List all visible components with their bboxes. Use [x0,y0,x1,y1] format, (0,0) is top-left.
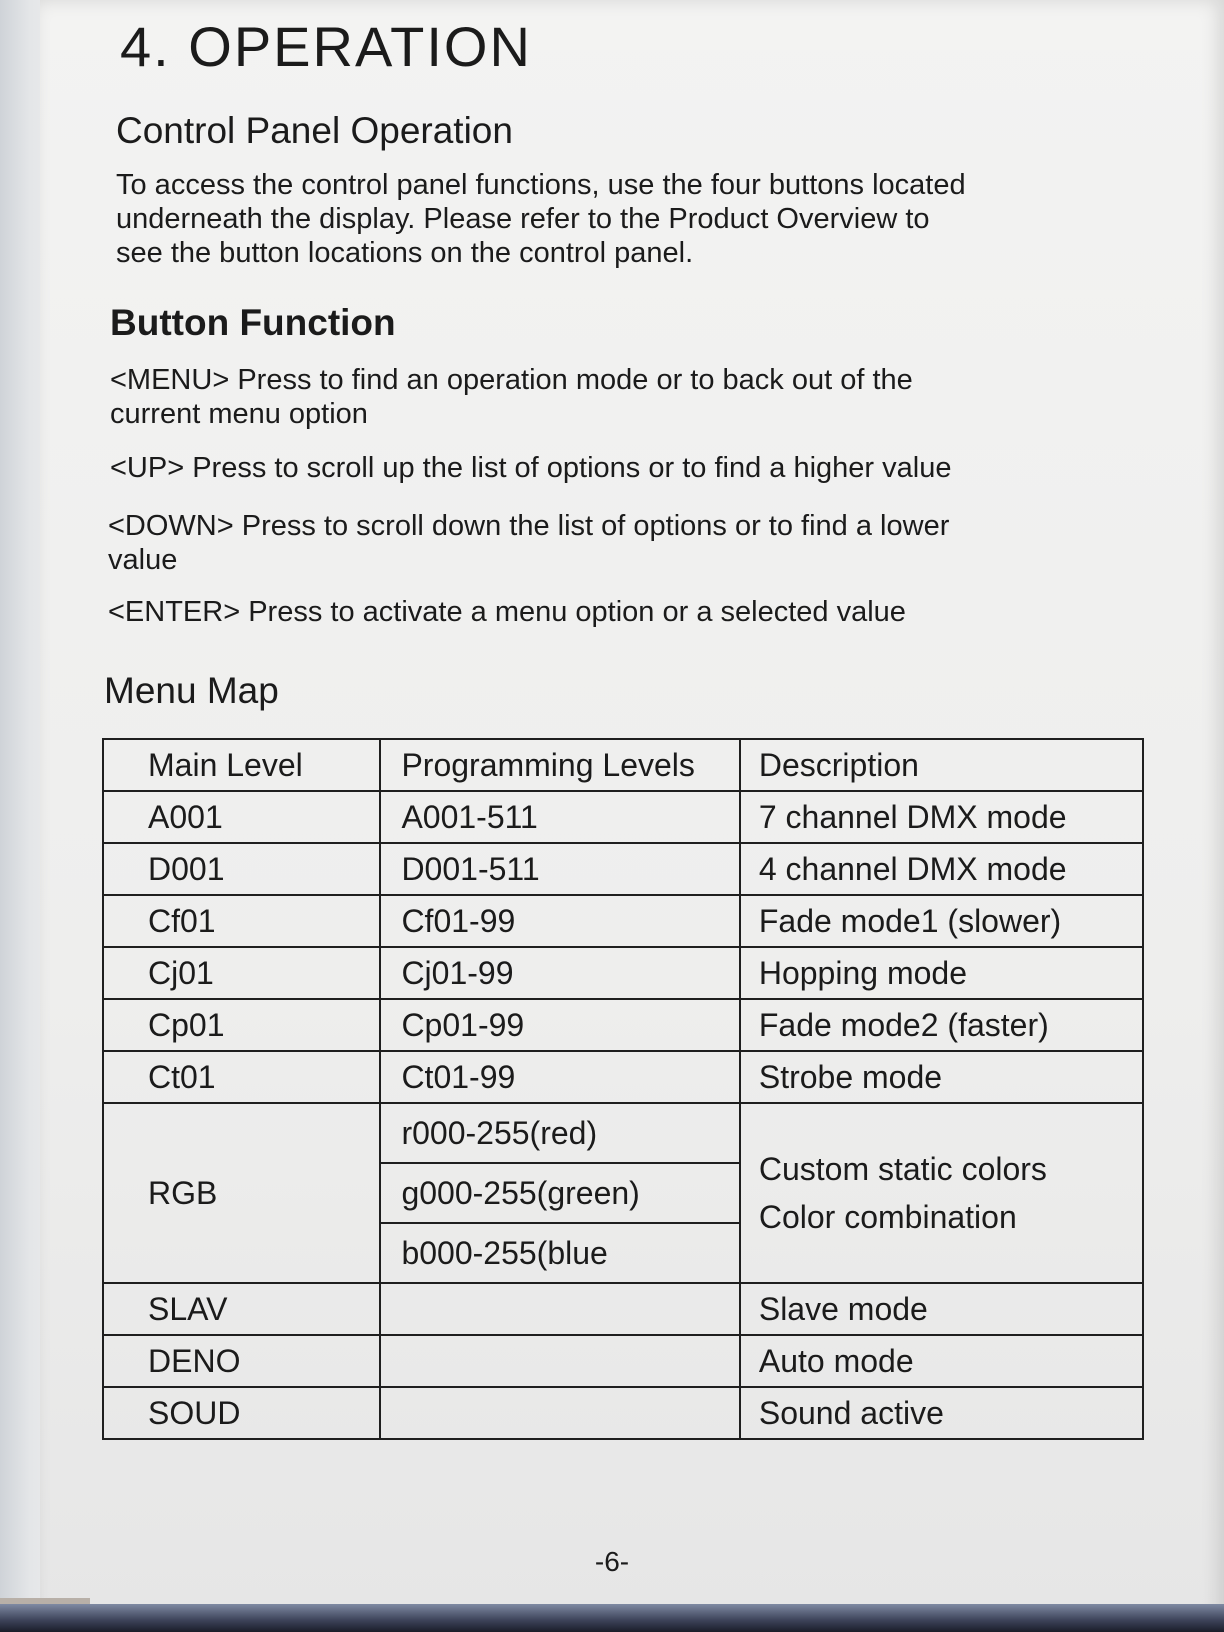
table-row [103,947,1143,999]
control-panel-title: Control Panel Operation [116,110,513,151]
main-level-cell: Cf01 [103,895,380,947]
programming-level-cell: A001-511 [380,791,739,843]
description-cell: Slave mode [740,1283,1143,1335]
table-row-rgb [103,1103,1143,1163]
description-cell: Auto mode [740,1335,1143,1387]
down-button-line-1: <DOWN> Press to scroll down the list of options or to find a lower [108,510,950,542]
rgb-desc-line-1: Custom static colors [758,1151,1047,1187]
description-cell: Fade mode2 (faster) [740,999,1143,1051]
up-button-line: <UP> Press to scroll up the list of options or to find a higher value [110,452,952,484]
menu-map-table [102,738,1144,1440]
description-cell: Strobe mode [740,1051,1143,1103]
programming-level-cell [380,1283,739,1335]
main-level-cell: D001 [103,843,380,895]
programming-level-cell [380,1335,739,1387]
programming-level-cell: Cj01-99 [380,947,739,999]
page-bottom-edge [0,1604,1224,1632]
table-row [103,1051,1143,1103]
programming-level-cell-blue: b000-255(blue [380,1223,739,1283]
control-panel-line-1: To access the control panel functions, use the four buttons located [116,169,966,201]
programming-level-cell-red: r000-255(red) [380,1103,739,1163]
main-level-cell: Cj01 [103,947,380,999]
description-cell: Sound active [740,1387,1143,1439]
down-button-line-2: value [108,544,178,576]
table-row [103,1283,1143,1335]
main-level-cell: DENO [103,1335,380,1387]
rgb-desc-line-2: Color combination [758,1199,1017,1235]
menu-button-line-1: <MENU> Press to find an operation mode or to back out of the [110,364,913,396]
programming-level-cell: Cp01-99 [380,999,739,1051]
header-main-level: Main Level [103,739,380,791]
table-row [103,1335,1143,1387]
main-level-cell-rgb: RGB [103,1103,380,1283]
programming-level-cell-green: g000-255(green) [380,1163,739,1223]
main-level-cell: A001 [103,791,380,843]
menu-map-title: Menu Map [104,670,279,711]
header-programming-levels: Programming Levels [380,739,739,791]
header-description: Description [740,739,1143,791]
table-row [103,895,1143,947]
description-cell: Fade mode1 (slower) [740,895,1143,947]
main-level-cell: SOUD [103,1387,380,1439]
enter-button-line: <ENTER> Press to activate a menu option or a selected value [108,596,906,628]
description-cell: 7 channel DMX mode [740,791,1143,843]
programming-level-cell: D001-511 [380,843,739,895]
table-row [103,999,1143,1051]
main-level-cell: Cp01 [103,999,380,1051]
main-level-cell: Ct01 [103,1051,380,1103]
control-panel-line-3: see the button locations on the control panel. [116,237,694,269]
menu-button-line-2: current menu option [110,398,368,430]
page-number: -6- [594,1546,630,1577]
table-header-row [103,739,1143,791]
programming-level-cell: Ct01-99 [380,1051,739,1103]
table-row [103,1387,1143,1439]
button-function-title: Button Function [110,302,396,343]
main-level-cell: SLAV [103,1283,380,1335]
control-panel-line-2: underneath the display. Please refer to the Product Overview to [116,203,930,235]
programming-level-cell [380,1387,739,1439]
description-cell: Hopping mode [740,947,1143,999]
description-cell-rgb [740,1103,1143,1283]
programming-level-cell: Cf01-99 [380,895,739,947]
table-row [103,791,1143,843]
description-cell: 4 channel DMX mode [740,843,1143,895]
table-row [103,843,1143,895]
section-heading: 4. OPERATION [120,15,532,78]
